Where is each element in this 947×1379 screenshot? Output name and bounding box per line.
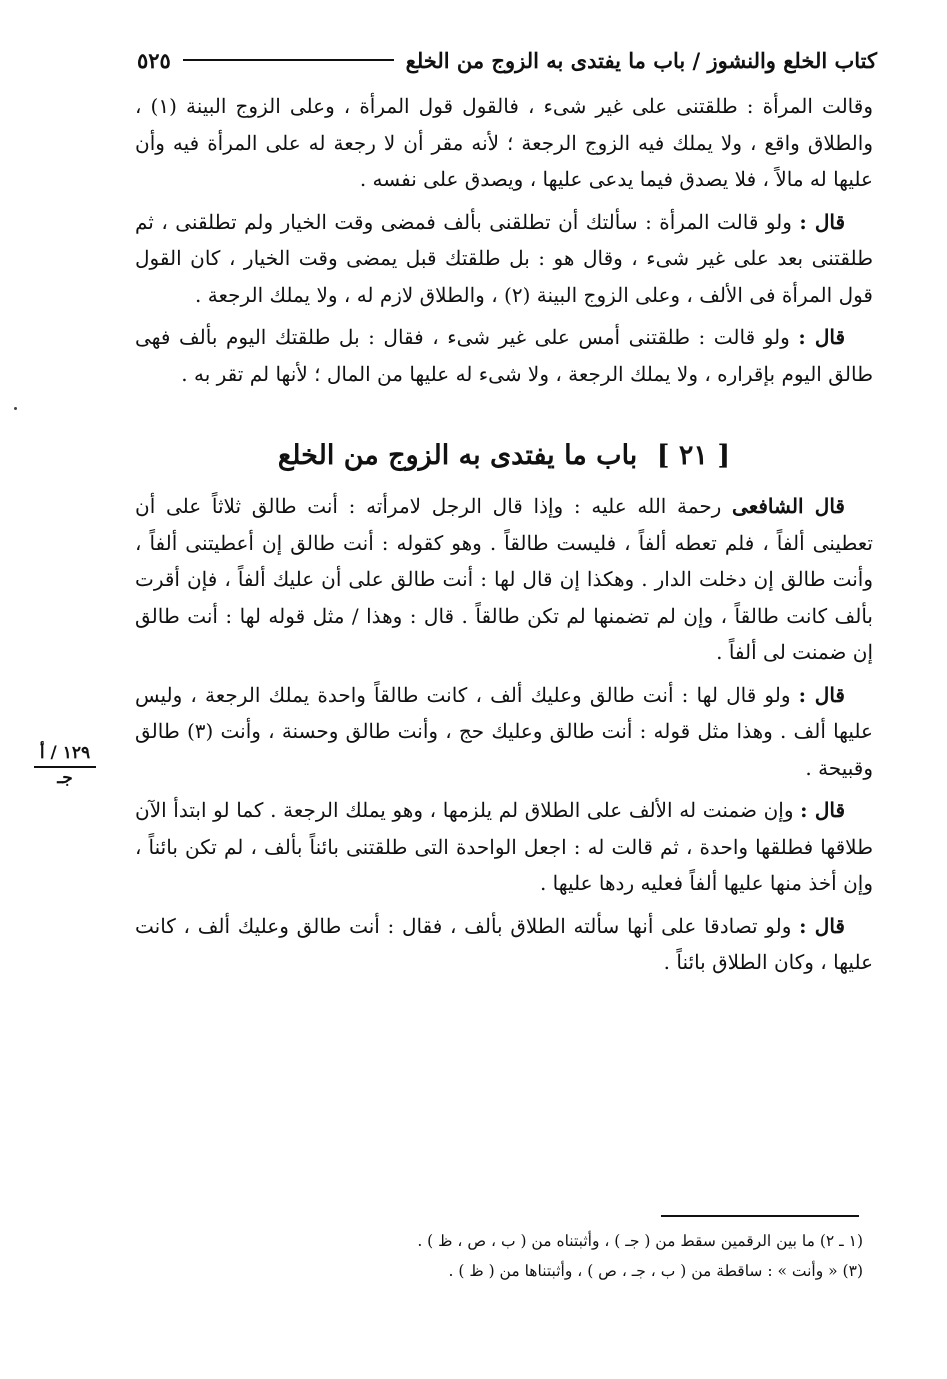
paragraph xyxy=(135,204,873,314)
paragraph-lead: قال : xyxy=(798,325,846,349)
paragraph-text: وقالت المرأة : طلقتنى على غير شىء ، فالقول قول المرأة ، وعلى الزوج البينة (١) ، والطلاق واقع ، ولا يملك فيه الزوج الرجعة ؛ لأنه مقر أن لا رجعة له على المرأة فيه وأن عليها له مالاً ، فلا يصدق فيما يدعى عليها ، ويصدق على نفسه . xyxy=(135,94,873,191)
chapter-heading xyxy=(135,436,873,476)
running-header xyxy=(137,40,877,80)
paragraph xyxy=(135,319,873,392)
folio-reference: ١٢٩ / أ xyxy=(34,742,96,768)
scan-speck xyxy=(14,407,17,410)
chapter-title: باب ما يفتدى به الزوج من الخلع xyxy=(277,440,638,471)
main-text xyxy=(135,88,873,987)
header-rule xyxy=(183,59,394,61)
footnote: (١ ـ ٢) ما بين الرقمين سقط من ( جـ ) ، وأثبتناه من ( ب ، ص ، ظ ) . xyxy=(417,1232,863,1250)
paragraph-lead: قال : xyxy=(799,209,845,234)
paragraph-text: ولو قالت المرأة : سألتك أن تطلقنى بألف فمضى وقت الخيار ولم تطلقنى ، ثم طلقتنى بعد على غير شىء ، وقال هو : بل طلقتك قبل يمضى وقت الخيار ، كان القول قول المرأة فى الألف ، وعلى الزوج البينة (٢) ، والطلاق لازم له ، ولا يملك الرجعة . xyxy=(135,209,873,307)
paragraph-lead: قال : xyxy=(800,798,846,822)
paragraph-text: ولو قال لها : أنت طالق وعليك ألف ، كانت طالقاً واحدة يملك الرجعة ، وليس عليها ألف . وهذا مثل قوله : أنت طالق وعليك حج ، وأنت طالق وحسنة ، وأنت (٣) طالق وقبيحة . xyxy=(135,682,873,780)
paragraph xyxy=(135,488,873,671)
paragraph-lead: قال : xyxy=(799,913,845,938)
paragraph-text: ولو قالت : طلقتنى أمس على غير شىء ، فقال : بل طلقتك اليوم بألف فهى طالق اليوم بإقراره ، ولا يملك الرجعة ، ولا شىء له عليها من المال ؛ لأنها لم تقر به . xyxy=(135,325,873,386)
footnote: (٣) « وأنت » : ساقطة من ( ب ، جـ ، ص ) ، وأثبتناها من ( ظ ) . xyxy=(448,1262,863,1280)
chapter-number: [ ٢١ ] xyxy=(656,440,731,471)
paragraph xyxy=(135,908,873,981)
footnotes xyxy=(163,1226,863,1286)
header-title: كتاب الخلع والنشوز / باب ما يفتدى به الزوج من الخلع xyxy=(405,47,877,73)
paragraph-text: رحمة الله عليه : وإذا قال الرجل لامرأته : أنت طالق ثلاثاً على أن تعطينى ألفاً ، فلم تعطه ألفاً ، فليست طالقاً . وهو كقوله : أنت طالق إن أعطيتنى ألفاً ، وأنت طالق إن دخلت الدار . وهكذا إن قال لها : أنت طالق على أن عليك ألفاً ، فإن أقرت بألف كانت طالقاً ، وإن لم تضمنها لم تكن طالقاً . قال : وهذا / مثل قوله لها : أنت طالق إن ضمنت لى ألفاً . xyxy=(135,494,873,664)
footnote-separator xyxy=(661,1215,859,1217)
paragraph-text: وإن ضمنت له الألف على الطلاق لم يلزمها ، وهو يملك الرجعة . كما لو ابتدأ الآن طلاقها فطلقها واحدة ، ثم قالت له : اجعل الواحدة التى طلقتنى بائناً بألف ، لم تكن بائناً ، وإن أخذ منها عليها ألفاً فعليه ردها عليها . xyxy=(135,798,873,895)
paragraph-lead: قال الشافعى xyxy=(732,494,845,518)
margin-folio-note xyxy=(34,742,96,788)
page-number: ٥٢٥ xyxy=(137,47,171,73)
paragraph xyxy=(135,792,873,902)
paragraph-lead: قال : xyxy=(798,682,845,707)
manuscript-siglum: جـ xyxy=(57,768,73,788)
paragraph-text: ولو تصادقا على أنها سألته الطلاق بألف ، فقال : أنت طالق وعليك ألف ، كانت عليها ، وكان الطلاق بائناً . xyxy=(135,913,873,974)
paragraph xyxy=(135,677,873,787)
paragraph xyxy=(135,88,873,198)
